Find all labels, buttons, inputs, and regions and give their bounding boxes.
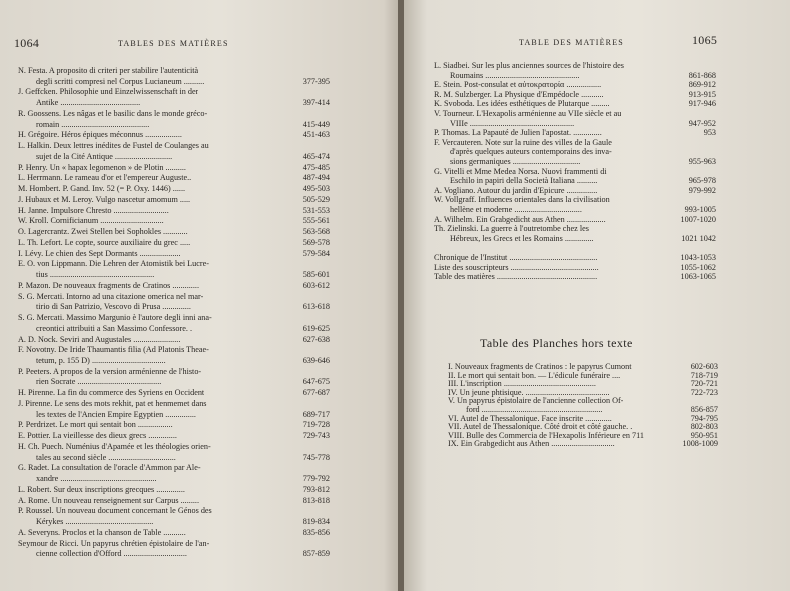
entry-text: ford ........................................................... (466, 405, 603, 414)
entry-pages: 802-803 (690, 422, 718, 432)
entry-text: II. Le mort qui sentait bon. — L'édicule funéraire .... (448, 370, 621, 380)
page-number: 1064 (14, 36, 40, 50)
entry-pages: 415-449 (302, 119, 330, 129)
entry-text: III. L'inscription ............................................. (448, 379, 596, 389)
entry-pages: 917-946 (688, 99, 716, 109)
entry-text: xandre ............................................... (36, 474, 157, 484)
entry-pages: 603-612 (302, 280, 330, 290)
entry-pages: 1021 1042 (681, 233, 716, 243)
entry-pages: 1055-1062 (680, 262, 716, 272)
toc-entry (18, 527, 330, 539)
entry-pages: 856-857 (690, 405, 718, 414)
entry-pages: 722-723 (690, 387, 718, 397)
toc-entry (18, 248, 330, 260)
toc-entry (18, 399, 207, 410)
entry-pages: 647-675 (302, 377, 330, 387)
entry-text: VIIIe ................................................... (450, 118, 575, 128)
entry-text: R. M. Sulzberger. La Physique d'Empédocle ........... (434, 89, 604, 99)
entry-text: G. Radet. La consultation de l'oracle d'Ammon par Ale- (18, 463, 201, 473)
entry-text: P. Peeters. A propos de la version arménienne de l'histo- (18, 366, 202, 376)
entry-text: I. Nouveaux fragments de Cratinos : le papyrus Cumont (448, 362, 632, 371)
toc-entry (18, 388, 330, 399)
entry-pages: 569-578 (302, 237, 330, 247)
entry-text: A. Vogliano. Autour du jardin d'Epicure ............... (434, 185, 598, 195)
toc-entry (36, 302, 330, 313)
entry-text: H. Grégoire. Héros épiques méconnus .................. (18, 130, 182, 140)
page-header: TABLE DES MATIÈRES (519, 38, 624, 47)
entry-pages: 819-834 (302, 517, 330, 527)
entry-pages: 947-952 (688, 118, 716, 128)
entry-pages: 779-792 (302, 474, 330, 484)
entry-pages: 627-638 (302, 334, 330, 344)
toc-entry (18, 484, 330, 496)
entry-pages: 965-978 (688, 176, 716, 186)
entry-pages: 619-625 (302, 323, 330, 333)
toc-entry (18, 431, 330, 442)
toc-entry (18, 216, 330, 227)
entry-text: sujet de la Cité Antique ............................ (36, 151, 173, 161)
entry-text: L. Robert. Sur deux inscriptions grecques .............. (18, 484, 185, 494)
entry-pages: 613-618 (302, 302, 330, 312)
entry-text: K. Svoboda. Les idées esthétiques de Plutarque ......... (434, 99, 610, 109)
toc-entry (36, 549, 330, 560)
entry-pages: 602-603 (690, 362, 718, 371)
entry-pages: 689-717 (302, 409, 330, 419)
entry-text: P. Mazon. De nouveaux fragments de Cratinos ............. (18, 280, 199, 290)
entry-text: H. Pirenne. La fin du commerce des Syriens en Occident (18, 388, 205, 398)
entry-text: A. Rome. Un nouveau renseignement sur Carpus ......... (18, 495, 200, 505)
entry-text: S. G. Mercati. Massimo Margunio è l'autore degli inni ana- (18, 313, 212, 323)
entry-text: Liste des souscripteurs ........................................... (434, 262, 599, 272)
entry-text: E. Stein. Post-consulat et αὐτοκρατορία ................. (434, 80, 602, 90)
toc-entry (18, 184, 330, 195)
entry-pages: 531-553 (302, 205, 330, 215)
entry-text: V. Un papyrus épistolaire de l'ancienne collection Of- (448, 396, 624, 406)
page-number: 1065 (692, 33, 718, 47)
toc-entry (18, 109, 207, 120)
toc-entry (36, 323, 330, 335)
toc-entry (18, 280, 330, 292)
toc-entry (36, 409, 330, 421)
toc-entry (18, 367, 201, 378)
entry-text: E. O. von Lippmann. Die Lehren der Atomistik bei Lucre- (18, 259, 209, 269)
entry-text: A. Severyns. Proclos et la chanson de Table ........... (18, 527, 186, 537)
entry-text: VI. Autel de Thessalonique. Face inscrite ............. (448, 413, 612, 423)
entry-pages: 1063-1065 (680, 272, 716, 282)
entry-pages: 677-687 (302, 388, 330, 398)
entry-pages: 1007-1020 (680, 214, 716, 224)
toc-entry (18, 130, 330, 141)
entry-text: tetum, p. 155 D) .................................... (36, 355, 166, 365)
entry-pages: 505-529 (302, 194, 330, 204)
entry-text: E. Pottier. La vieillesse des dieux grecs .............. (18, 431, 177, 441)
toc-entry (36, 517, 330, 528)
entry-text: A. Wilhelm. Ein Grabgedicht aus Athen ................... (434, 214, 606, 224)
entry-text: Eschilo in papiri della Società Italiana .......... (450, 176, 598, 186)
entry-pages: 451-463 (302, 130, 330, 140)
entry-text: d'après quelques auteurs contemporains des inva- (450, 147, 612, 157)
toc-entry (18, 259, 209, 270)
entry-pages: 729-743 (302, 431, 330, 441)
entry-pages: 835-856 (302, 527, 330, 537)
entry-text: L. Siadbei. Sur les plus anciennes sources de l'histoire des (434, 61, 624, 70)
entry-text: L. Herrmann. Le rameau d'or et l'empereur Auguste.. (18, 173, 192, 183)
entry-pages: 913-915 (688, 89, 716, 99)
entry-pages: 993-1005 (684, 205, 716, 214)
entry-pages: 585-601 (302, 270, 330, 280)
entry-text: O. Lagercrantz. Zwei Stellen bei Sophokles ............ (18, 227, 188, 237)
entry-pages: 718-719 (690, 370, 718, 380)
toc-entry (434, 272, 716, 283)
entry-text: Table des matières ................................................. (434, 272, 598, 282)
entry-text: L. Halkin. Deux lettres inédites de Fustel de Coulanges au (18, 141, 209, 151)
entry-text: rien Socrate ......................................... (36, 377, 162, 387)
entry-text: Roumains .............................................. (450, 70, 580, 80)
entry-pages: 857-859 (302, 549, 330, 559)
entry-text: Antike ....................................... (36, 98, 141, 108)
entry-text: M. Hombert. P. Gand. Inv. 52 (= P. Oxy. 1446) ...... (18, 184, 186, 194)
toc-entry (36, 355, 330, 367)
entry-pages: 720-721 (690, 379, 718, 389)
entry-text: W. Vollgraff. Influences orientales dans la civilisation (434, 195, 610, 205)
entry-text: VII. Autel de Thessalonique. Côté droit et côté gauche. . (448, 422, 633, 432)
entry-pages: 861-868 (688, 70, 716, 80)
toc-entry (18, 205, 330, 217)
entry-text: W. Kroll. Cornificianum ............................... (18, 216, 164, 226)
entry-pages: 639-646 (302, 355, 330, 365)
entry-text: VIII. Bulle des Commercia de l'Hexapolis Inférieure en 711 (448, 430, 645, 440)
toc-entry (18, 495, 330, 507)
entry-text: tirio di San Patrizio, Vescovo di Prusa .............. (36, 302, 191, 312)
entry-text: Seymour de Ricci. Un papyrus chrétien épistolaire de l'an- (18, 538, 210, 548)
entry-pages: 953 (703, 128, 716, 138)
entry-text: Kérykes ........................................... (36, 517, 154, 527)
right-page (404, 0, 790, 591)
toc-entry (36, 377, 330, 388)
toc-entry (36, 151, 330, 163)
entry-text: romain ........................................... (36, 119, 150, 129)
plates-title: Table des Planches hors texte (480, 336, 633, 350)
entry-pages: 794-795 (690, 413, 718, 423)
entry-pages: 487-494 (302, 173, 330, 183)
entry-text: hellène et moderne ................................. (450, 205, 582, 214)
toc-entry (36, 119, 330, 131)
toc-entry (18, 463, 201, 474)
entry-text: L. Th. Lefort. Le copte, source auxiliaire du grec ..... (18, 237, 191, 247)
entry-text: J. Pirenne. Le sens des mots rekhit, pat et henmemet dans (18, 398, 207, 408)
entry-pages: 793-812 (302, 484, 330, 494)
entry-text: les textes de l'Ancien Empire Egyptien ............... (36, 409, 196, 419)
entry-pages: 813-818 (302, 495, 330, 505)
toc-entry (18, 292, 203, 303)
entry-pages: 495-503 (302, 184, 330, 194)
toc-entry (18, 162, 330, 174)
entry-text: A. D. Nock. Seviri and Augustales ....................... (18, 334, 181, 344)
entry-pages: 1008-1009 (682, 439, 718, 449)
entry-pages: 555-561 (302, 216, 330, 226)
entry-text: S. G. Mercati. Intorno ad una citazione omerica nel mar- (18, 291, 204, 301)
toc-entry (36, 270, 330, 281)
entry-text: P. Thomas. La Papauté de Julien l'apostat. .............. (434, 128, 602, 138)
entry-pages: 563-568 (302, 227, 330, 237)
entry-text: I. Lévy. Le chien des Sept Dormants .................... (18, 248, 181, 258)
toc-entry (36, 76, 330, 88)
entry-text: cienne collection d'Offord ............................... (36, 549, 187, 559)
entry-text: P. Perdrizet. Le mort qui sentait bon ................. (18, 420, 173, 430)
toc-entry (18, 442, 211, 453)
toc-entry (36, 474, 330, 485)
entry-pages: 719-728 (302, 420, 330, 430)
entry-text: H. Janne. Impulsore Chresto ........................... (18, 205, 169, 215)
toc-entry (18, 345, 209, 356)
toc-entry (18, 420, 330, 431)
entry-text: IX. Ein Grabgedicht aus Athen ............................... (448, 439, 615, 449)
entry-text: degli scritti compresi nel Corpus Lucianeum .......... (36, 76, 205, 86)
entry-text: Th. Zielinski. La guerre à l'outretombe chez les (434, 224, 589, 234)
entry-pages: 579-584 (302, 248, 330, 258)
entry-text: sions germaniques ................................. (450, 157, 581, 166)
toc-entry (18, 506, 212, 517)
entry-text: H. Ch. Puech. Numénius d'Apamée et les théologies orien- (18, 441, 211, 451)
entry-pages: 397-414 (302, 98, 330, 108)
toc-entry (18, 141, 209, 152)
entry-pages: 1043-1053 (680, 253, 716, 262)
toc-entry (18, 237, 330, 249)
entry-pages: 979-992 (688, 185, 716, 195)
entry-text: R. Goossens. Les nâgas et le basilic dans le monde gréco- (18, 108, 208, 118)
entry-pages: 745-778 (302, 452, 330, 462)
entry-pages: 465-474 (302, 151, 330, 161)
toc-entry (18, 539, 209, 550)
entry-text: P. Henry. Un « hapax legomenon » de Plotin .......... (18, 162, 186, 172)
entry-text: tales au second siècle ................................. (36, 452, 176, 462)
entry-pages: 955-963 (688, 157, 716, 166)
entry-text: P. Roussel. Un nouveau document concernant le Génos des (18, 506, 212, 516)
entry-text: N. Festa. A proposito di criteri per stabilire l'autenticità (18, 66, 199, 75)
entry-text: F. Novotny. De Iride Thaumantis filia (Ad Platonis Theae- (18, 345, 209, 355)
toc-entry (18, 87, 198, 98)
toc-entry (448, 439, 718, 450)
toc-entry (18, 194, 330, 206)
entry-text: Chronique de l'Institut ........................................... (434, 253, 598, 262)
page-header: TABLES DES MATIÈRES (118, 39, 229, 48)
toc-entry (450, 233, 716, 245)
entry-pages: 377-395 (302, 76, 330, 86)
toc-entry (36, 98, 330, 109)
entry-text: J. Geffcken. Philosophie und Einzelwissenschaft in der (18, 87, 199, 97)
entry-text: IV. Un jeune phtisique. ......................................... (448, 387, 610, 397)
entry-text: G. Vitelli et Mme Medea Norsa. Nuovi frammenti di (434, 166, 607, 176)
entry-pages: 869-912 (688, 80, 716, 90)
entry-pages: 950-951 (690, 430, 718, 440)
entry-text: J. Hubaux et M. Leroy. Vulgo nascetur amomum ..... (18, 194, 191, 204)
entry-text: creontici attribuiti a San Massimo Confessore. . (36, 323, 192, 333)
entry-text: tius ................................................... (36, 270, 155, 280)
entry-text: Hébreux, les Grecs et les Romains .............. (450, 233, 594, 243)
toc-entry (18, 173, 330, 184)
toc-entry (18, 313, 212, 324)
entry-text: V. Tourneur. L'Hexapolis arménienne au VIIe siècle et au (434, 109, 622, 118)
entry-pages: 475-485 (302, 162, 330, 172)
entry-text: F. Vercauteren. Note sur la ruine des villes de la Gaule (434, 137, 612, 147)
toc-entry (18, 334, 330, 346)
toc-entry (36, 452, 330, 464)
toc-entry (18, 227, 330, 238)
toc-entry (18, 66, 198, 77)
